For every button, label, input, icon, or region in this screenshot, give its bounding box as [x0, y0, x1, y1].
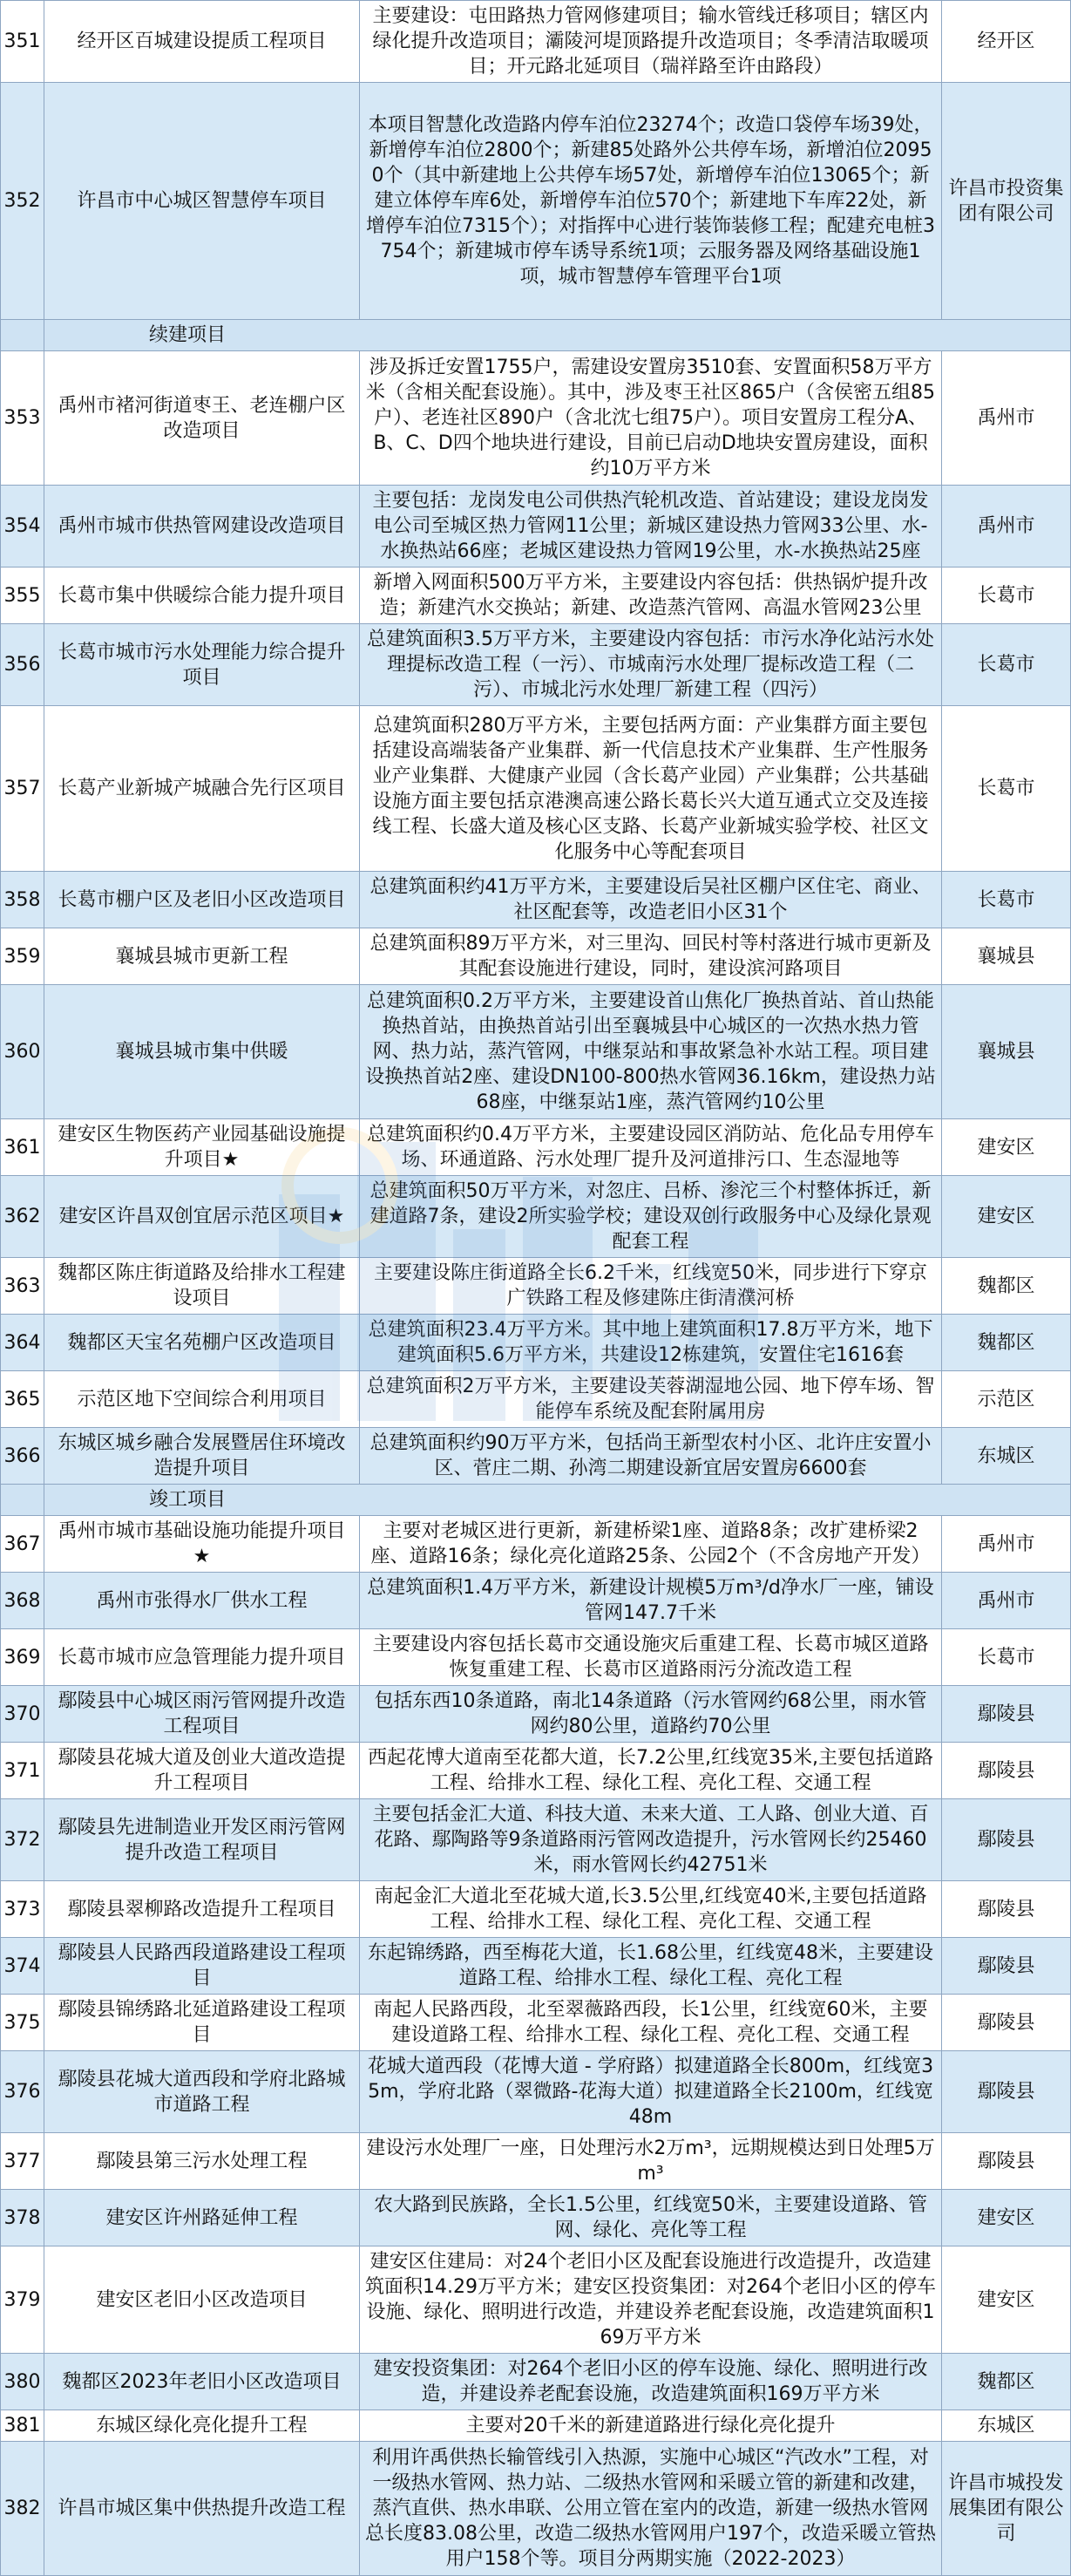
project-content: 主要包括金汇大道、科技大道、未来大道、工人路、创业大道、百花路、鄢陶路等9条道路雨污管网改造提升，污水管网长约25460米，雨水管网长约42751米	[360, 1799, 942, 1881]
responsible-unit: 禹州市	[942, 1573, 1071, 1629]
table-row	[1, 1119, 1071, 1176]
project-name: 东城区城乡融合发展暨居住环境改造提升项目	[44, 1428, 360, 1485]
project-content: 南起金汇大道北至花城大道,长3.5公里,红线宽40米,主要包括道路工程、给排水工程、绿化工程、亮化工程、交通工程	[360, 1881, 942, 1938]
row-number: 364	[1, 1315, 44, 1371]
row-number: 376	[1, 2051, 44, 2133]
project-content: 建安区住建局：对24个老旧小区及配套设施进行改造提升，改造建筑面积14.29万平方米；建安区投资集团：对264个老旧小区的停车设施、绿化、照明进行改造，并建设养老配套设施，改造建筑面积169万平方米	[360, 2246, 942, 2354]
table-row	[1, 1743, 1071, 1799]
project-name: 襄城县城市集中供暖	[44, 985, 360, 1119]
responsible-unit: 鄢陵县	[942, 2133, 1071, 2190]
project-name: 鄢陵县第三污水处理工程	[44, 2133, 360, 2190]
responsible-unit: 建安区	[942, 2190, 1071, 2246]
project-name: 鄢陵县翠柳路改造提升工程项目	[44, 1881, 360, 1938]
responsible-unit: 禹州市	[942, 351, 1071, 486]
responsible-unit: 鄢陵县	[942, 2051, 1071, 2133]
project-name: 鄢陵县先进制造业开发区雨污管网提升改造工程项目	[44, 1799, 360, 1881]
responsible-unit: 示范区	[942, 1371, 1071, 1428]
row-number: 372	[1, 1799, 44, 1881]
responsible-unit: 鄢陵县	[942, 1799, 1071, 1881]
project-content: 农大路到民族路，全长1.5公里，红线宽50米，主要建设道路、管网、绿化、亮化等工程	[360, 2190, 942, 2246]
responsible-unit: 鄢陵县	[942, 1881, 1071, 1938]
table-row	[1, 1371, 1071, 1428]
row-number: 351	[1, 1, 44, 83]
row-number: 363	[1, 1258, 44, 1315]
project-content: 总建筑面积0.2万平方米，主要建设首山焦化厂换热首站、首山热能换热首站，由换热首站引出至襄城县中心城区的一次热水热力管网、热力站，蒸汽管网，中继泵站和事故紧急补水站工程。项目建设换热首站2座、建设DN100-800热水管网36.16km，建设热力站68座，中继泵站1座，蒸汽管网约10公里	[360, 985, 942, 1119]
responsible-unit: 禹州市	[942, 1516, 1071, 1573]
table-row	[1, 985, 1071, 1119]
project-content: 总建筑面积约90万平方米，包括尚王新型农村小区、北许庄安置小区、菅庄二期、孙湾二期建设新宜居安置房6600套	[360, 1428, 942, 1485]
project-name: 禹州市褚河街道枣王、老连棚户区改造项目	[44, 351, 360, 486]
row-number: 365	[1, 1371, 44, 1428]
section-label: 竣工项目	[44, 1485, 1071, 1516]
project-name: 禹州市城市基础设施功能提升项目★	[44, 1516, 360, 1573]
project-content: 主要建设内容包括长葛市交通设施灾后重建工程、长葛市城区道路恢复重建工程、长葛市区道路雨污分流改造工程	[360, 1629, 942, 1686]
project-content: 南起人民路西段，北至翠薇路西段，长1公里，红线宽60米，主要建设道路工程、给排水工程、绿化工程、亮化工程、交通工程	[360, 1995, 942, 2051]
project-content: 总建筑面积2万平方米，主要建设芙蓉湖湿地公园、地下停车场、智能停车系统及配套附属用房	[360, 1371, 942, 1428]
project-content: 总建筑面积50万平方米，对忽庄、吕桥、渗沱三个村整体拆迁，新建道路7条，建设2所实验学校；建设双创行政服务中心及绿化景观配套工程	[360, 1176, 942, 1258]
responsible-unit: 魏都区	[942, 1258, 1071, 1315]
table-row	[1, 2410, 1071, 2442]
section-row	[1, 1485, 1071, 1516]
project-name: 魏都区陈庄街道路及给排水工程建设项目	[44, 1258, 360, 1315]
table-row	[1, 2190, 1071, 2246]
table-row	[1, 1573, 1071, 1629]
row-number: 370	[1, 1686, 44, 1743]
table-row	[1, 872, 1071, 928]
project-content: 建安投资集团：对264个老旧小区的停车设施、绿化、照明进行改造，并建设养老配套设施，改造建筑面积169万平方米	[360, 2354, 942, 2410]
row-number: 373	[1, 1881, 44, 1938]
table-row	[1, 2442, 1071, 2576]
project-name: 鄢陵县中心城区雨污管网提升改造工程项目	[44, 1686, 360, 1743]
project-name: 东城区绿化亮化提升工程	[44, 2410, 360, 2442]
table-row	[1, 1995, 1071, 2051]
project-name: 禹州市张得水厂供水工程	[44, 1573, 360, 1629]
project-content: 包括东西10条道路，南北14条道路（污水管网约68公里，雨水管网约80公里，道路约70公里	[360, 1686, 942, 1743]
project-name: 许昌市中心城区智慧停车项目	[44, 83, 360, 320]
responsible-unit: 建安区	[942, 1119, 1071, 1176]
responsible-unit: 襄城县	[942, 928, 1071, 985]
table-row	[1, 1176, 1071, 1258]
responsible-unit: 建安区	[942, 2246, 1071, 2354]
project-content: 总建筑面积约0.4万平方米，主要建设园区消防站、危化品专用停车场、环通道路、污水处理厂提升及河道排污口、生态湿地等	[360, 1119, 942, 1176]
table-row	[1, 1799, 1071, 1881]
table-row	[1, 706, 1071, 872]
project-name: 长葛市城市应急管理能力提升项目	[44, 1629, 360, 1686]
project-name: 禹州市城市供热管网建设改造项目	[44, 486, 360, 568]
row-number: 361	[1, 1119, 44, 1176]
table-row	[1, 2354, 1071, 2410]
responsible-unit: 鄢陵县	[942, 1938, 1071, 1995]
row-number: 382	[1, 2442, 44, 2576]
project-content: 建设污水处理厂一座，日处理污水2万m³，远期规模达到日处理5万m³	[360, 2133, 942, 2190]
project-name: 长葛产业新城产城融合先行区项目	[44, 706, 360, 872]
project-name: 魏都区天宝名苑棚户区改造项目	[44, 1315, 360, 1371]
responsible-unit: 经开区	[942, 1, 1071, 83]
project-name: 鄢陵县锦绣路北延道路建设工程项目	[44, 1995, 360, 2051]
table-row	[1, 1686, 1071, 1743]
table-row	[1, 1516, 1071, 1573]
responsible-unit: 长葛市	[942, 872, 1071, 928]
responsible-unit: 长葛市	[942, 706, 1071, 872]
responsible-unit: 魏都区	[942, 1315, 1071, 1371]
project-content: 新增入网面积500万平方米，主要建设内容包括：供热锅炉提升改造；新建汽水交换站；新建、改造蒸汽管网、高温水管网23公里	[360, 568, 942, 624]
responsible-unit: 东城区	[942, 1428, 1071, 1485]
project-name: 建安区许昌双创宜居示范区项目★	[44, 1176, 360, 1258]
row-number: 359	[1, 928, 44, 985]
responsible-unit: 禹州市	[942, 486, 1071, 568]
row-number: 352	[1, 83, 44, 320]
project-content: 涉及拆迁安置1755户，需建设安置房3510套、安置面积58万平方米（含相关配套设施）。其中，涉及枣王社区865户（含侯密五组85户）、老连社区890户（含北沈七组75户）。项目安置房工程分A、B、C、D四个地块进行建设，目前已启动D地块安置房建设，面积约10万平方米	[360, 351, 942, 486]
responsible-unit: 长葛市	[942, 1629, 1071, 1686]
row-number: 366	[1, 1428, 44, 1485]
row-number: 355	[1, 568, 44, 624]
project-content: 主要对20千米的新建道路进行绿化亮化提升	[360, 2410, 942, 2442]
project-content: 主要建设：屯田路热力管网修建项目；输水管线迁移项目；辖区内绿化提升改造项目；灞陵河堤顶路提升改造项目；冬季清洁取暖项目；开元路北延项目（瑞祥路至许由路段）	[360, 1, 942, 83]
project-name: 鄢陵县花城大道及创业大道改造提升工程项目	[44, 1743, 360, 1799]
project-name: 魏都区2023年老旧小区改造项目	[44, 2354, 360, 2410]
row-number: 377	[1, 2133, 44, 2190]
project-content: 总建筑面积280万平方米，主要包括两方面：产业集群方面主要包括建设高端装备产业集群、新一代信息技术产业集群、生产性服务业产业集群、大健康产业园（含长葛产业园）产业集群；公共基础设施方面主要包括京港澳高速公路长葛长兴大道互通式立交及连接线工程、长盛大道及核心区支路、长葛产业新城实验学校、社区文化服务中心等配套项目	[360, 706, 942, 872]
row-number: 374	[1, 1938, 44, 1995]
table-row	[1, 1629, 1071, 1686]
row-number: 354	[1, 486, 44, 568]
responsible-unit: 建安区	[942, 1176, 1071, 1258]
project-name: 建安区许州路延伸工程	[44, 2190, 360, 2246]
table-row	[1, 568, 1071, 624]
project-name: 长葛市棚户区及老旧小区改造项目	[44, 872, 360, 928]
project-name: 建安区老旧小区改造项目	[44, 2246, 360, 2354]
table-row	[1, 928, 1071, 985]
responsible-unit: 鄢陵县	[942, 1686, 1071, 1743]
responsible-unit: 许昌市投资集团有限公司	[942, 83, 1071, 320]
row-number: 368	[1, 1573, 44, 1629]
project-table-body	[1, 1, 1071, 2576]
project-content: 花城大道西段（花博大道 - 学府路）拟建道路全长800m，红线宽35m，学府北路（翠微路-花海大道）拟建道路全长2100m，红线宽48m	[360, 2051, 942, 2133]
responsible-unit: 长葛市	[942, 568, 1071, 624]
project-content: 总建筑面积3.5万平方米，主要建设内容包括：市污水净化站污水处理提标改造工程（一污）、市城南污水处理厂提标改造工程（二污）、市城北污水处理厂新建工程（四污）	[360, 624, 942, 706]
project-name: 鄢陵县花城大道西段和学府北路城市道路工程	[44, 2051, 360, 2133]
responsible-unit: 鄢陵县	[942, 1995, 1071, 2051]
responsible-unit: 魏都区	[942, 2354, 1071, 2410]
project-name: 长葛市城市污水处理能力综合提升项目	[44, 624, 360, 706]
responsible-unit: 东城区	[942, 2410, 1071, 2442]
table-row	[1, 83, 1071, 320]
table-row	[1, 1258, 1071, 1315]
section-no-cell	[1, 320, 44, 351]
project-content: 主要包括：龙岗发电公司供热汽轮机改造、首站建设；建设龙岗发电公司至城区热力管网11公里；新城区建设热力管网33公里、水-水换热站66座；老城区建设热力管网19公里，水-水换热站25座	[360, 486, 942, 568]
project-content: 主要建设陈庄街道路全长6.2千米，红线宽50米，同步进行下穿京广铁路工程及修建陈庄街清濮河桥	[360, 1258, 942, 1315]
project-name: 许昌市城区集中供热提升改造工程	[44, 2442, 360, 2576]
responsible-unit: 鄢陵县	[942, 1743, 1071, 1799]
row-number: 356	[1, 624, 44, 706]
table-row	[1, 351, 1071, 486]
table-row	[1, 2051, 1071, 2133]
project-name: 经开区百城建设提质工程项目	[44, 1, 360, 83]
section-label: 续建项目	[44, 320, 1071, 351]
table-row	[1, 486, 1071, 568]
project-content: 东起锦绣路，西至梅花大道，长1.68公里，红线宽48米，主要建设道路工程、给排水工程、绿化工程、亮化工程	[360, 1938, 942, 1995]
project-content: 利用许禹供热长输管线引入热源，实施中心城区“汽改水”工程，对一级热水管网、热力站、二级热水管网和采暖立管的新建和改建，蒸汽直供、热水串联、公用立管在室内的改造，新建一级热水管网总长度83.08公里，改造二级热水管网用户197个，改造采暖立管热用户158个等。项目分两期实施（2022-2023）	[360, 2442, 942, 2576]
row-number: 381	[1, 2410, 44, 2442]
section-row	[1, 320, 1071, 351]
row-number: 358	[1, 872, 44, 928]
project-name: 示范区地下空间综合利用项目	[44, 1371, 360, 1428]
project-name: 襄城县城市更新工程	[44, 928, 360, 985]
table-row	[1, 2246, 1071, 2354]
table-row	[1, 1, 1071, 83]
row-number: 360	[1, 985, 44, 1119]
row-number: 367	[1, 1516, 44, 1573]
project-name: 鄢陵县人民路西段道路建设工程项目	[44, 1938, 360, 1995]
table-row	[1, 1315, 1071, 1371]
row-number: 380	[1, 2354, 44, 2410]
responsible-unit: 长葛市	[942, 624, 1071, 706]
row-number: 369	[1, 1629, 44, 1686]
row-number: 378	[1, 2190, 44, 2246]
row-number: 362	[1, 1176, 44, 1258]
project-content: 主要对老城区进行更新，新建桥梁1座、道路8条；改扩建桥梁2座、道路16条；绿化亮化道路25条、公园2个（不含房地产开发）	[360, 1516, 942, 1573]
project-content: 总建筑面积1.4万平方米，新建设计规模5万m³/d净水厂一座，铺设管网147.7千米	[360, 1573, 942, 1629]
row-number: 357	[1, 706, 44, 872]
project-content: 本项目智慧化改造路内停车泊位23274个；改造口袋停车场39处，新增停车泊位2800个；新建85处路外公共停车场，新增泊位20950个（其中新建地上公共停车场57处，新增停车泊位13065个；新建立体停车库6处，新增停车泊位570个；新建地下车库22处，新增停车泊位7315个）；对指挥中心进行装饰装修工程；配建充电桩3754个；新建城市停车诱导系统1项；云服务器及网络基础设施1项，城市智慧停车管理平台1项	[360, 83, 942, 320]
row-number: 353	[1, 351, 44, 486]
table-row	[1, 1428, 1071, 1485]
row-number: 371	[1, 1743, 44, 1799]
section-no-cell	[1, 1485, 44, 1516]
table-row	[1, 2133, 1071, 2190]
table-row	[1, 624, 1071, 706]
project-name: 长葛市集中供暖综合能力提升项目	[44, 568, 360, 624]
project-content: 总建筑面积89万平方米，对三里沟、回民村等村落进行城市更新及其配套设施进行建设，同时，建设滨河路项目	[360, 928, 942, 985]
table-row	[1, 1881, 1071, 1938]
row-number: 375	[1, 1995, 44, 2051]
responsible-unit: 许昌市城投发展集团有限公司	[942, 2442, 1071, 2576]
project-content: 总建筑面积23.4万平方米。其中地上建筑面积17.8万平方米，地下建筑面积5.6万平方米，共建设12栋建筑，安置住宅1616套	[360, 1315, 942, 1371]
project-content: 西起花博大道南至花都大道，长7.2公里,红线宽35米,主要包括道路工程、给排水工程、绿化工程、亮化工程、交通工程	[360, 1743, 942, 1799]
responsible-unit: 襄城县	[942, 985, 1071, 1119]
project-name: 建安区生物医药产业园基础设施提升项目★	[44, 1119, 360, 1176]
project-content: 总建筑面积约41万平方米，主要建设后吴社区棚户区住宅、商业、社区配套等，改造老旧小区31个	[360, 872, 942, 928]
row-number: 379	[1, 2246, 44, 2354]
table-row	[1, 1938, 1071, 1995]
